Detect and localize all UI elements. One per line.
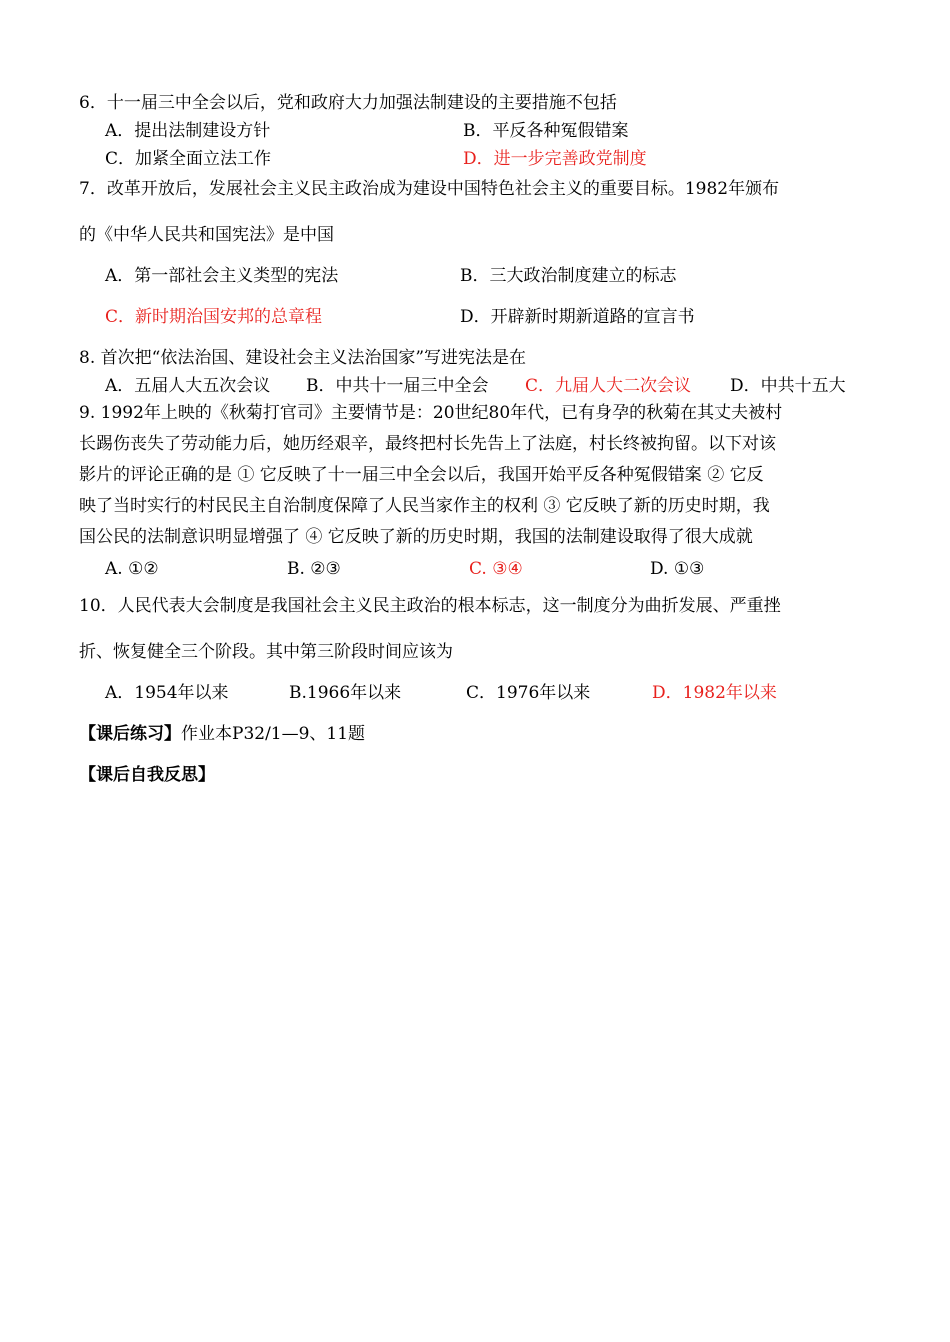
q9-stem-line5: 国公民的法制意识明显增强了 ④ 它反映了新的历史时期，我国的法制建设取得了很大成就 [79,527,753,547]
q9-stem-line1: 9. 1992年上映的《秋菊打官司》主要情节是：20世纪80年代，已有身孕的秋菊在其丈夫被村 [79,403,783,423]
q8-option-d: D．中共十五大 [730,376,846,396]
q6-option-a: A．提出法制建设方针 [105,121,271,141]
q10-stem-line1: 10．人民代表大会制度是我国社会主义民主政治的根本标志，这一制度分为曲折发展、严重挫 [79,596,781,616]
q7-stem-line2: 的《中华人民共和国宪法》是中国 [79,225,334,245]
q8-stem: 8. 首次把“依法治国、建设社会主义法治国家”写进宪法是在 [79,348,527,368]
exercise-label: 【课后练习】 [79,724,181,744]
q6-option-c: C．加紧全面立法工作 [105,149,272,169]
q7-option-c-answer: C．新时期治国安邦的总章程 [105,307,323,327]
q9-option-c-answer: C. ③④ [469,559,523,579]
exercise-text: 作业本P32/1—9、11题 [181,724,366,744]
q6-option-b: B．平反各种冤假错案 [463,121,629,141]
q9-option-b: B. ②③ [287,559,341,579]
q7-option-a: A．第一部社会主义类型的宪法 [105,266,339,286]
q8-option-c-answer: C．九届人大二次会议 [525,376,692,396]
q7-option-d: D．开辟新时期新道路的宣言书 [460,307,695,327]
q8-option-b: B．中共十一届三中全会 [306,376,489,396]
q7-stem-line1: 7．改革开放后，发展社会主义民主政治成为建设中国特色社会主义的重要目标。1982年颁布 [79,179,780,199]
q9-stem-line4: 映了当时实行的村民民主自治制度保障了人民当家作主的权利 ③ 它反映了新的历史时期，我 [79,496,770,516]
q10-option-b: B.1966年以来 [289,683,402,703]
reflection-label: 【课后自我反思】 [79,765,215,785]
q10-option-a: A．1954年以来 [105,683,229,703]
q9-stem-line2: 长踢伤丧失了劳动能力后，她历经艰辛，最终把村长先告上了法庭，村长终被拘留。以下对该 [79,434,776,454]
q6-option-d-answer: D．进一步完善政党制度 [463,149,647,169]
q10-stem-line2: 折、恢复健全三个阶段。其中第三阶段时间应该为 [79,642,453,662]
q10-option-c: C．1976年以来 [466,683,591,703]
q7-option-b: B．三大政治制度建立的标志 [460,266,677,286]
q6-stem: 6．十一届三中全会以后，党和政府大力加强法制建设的主要措施不包括 [79,93,617,113]
q9-stem-line3: 影片的评论正确的是 ① 它反映了十一届三中全会以后，我国开始平反各种冤假错案 ② 它反 [79,465,764,485]
exercise-line [79,722,365,746]
q8-option-a: A．五届人大五次会议 [105,376,271,396]
q10-option-d-answer: D．1982年以来 [652,683,777,703]
q9-option-d: D. ①③ [650,559,705,579]
q9-option-a: A. ①② [105,559,159,579]
